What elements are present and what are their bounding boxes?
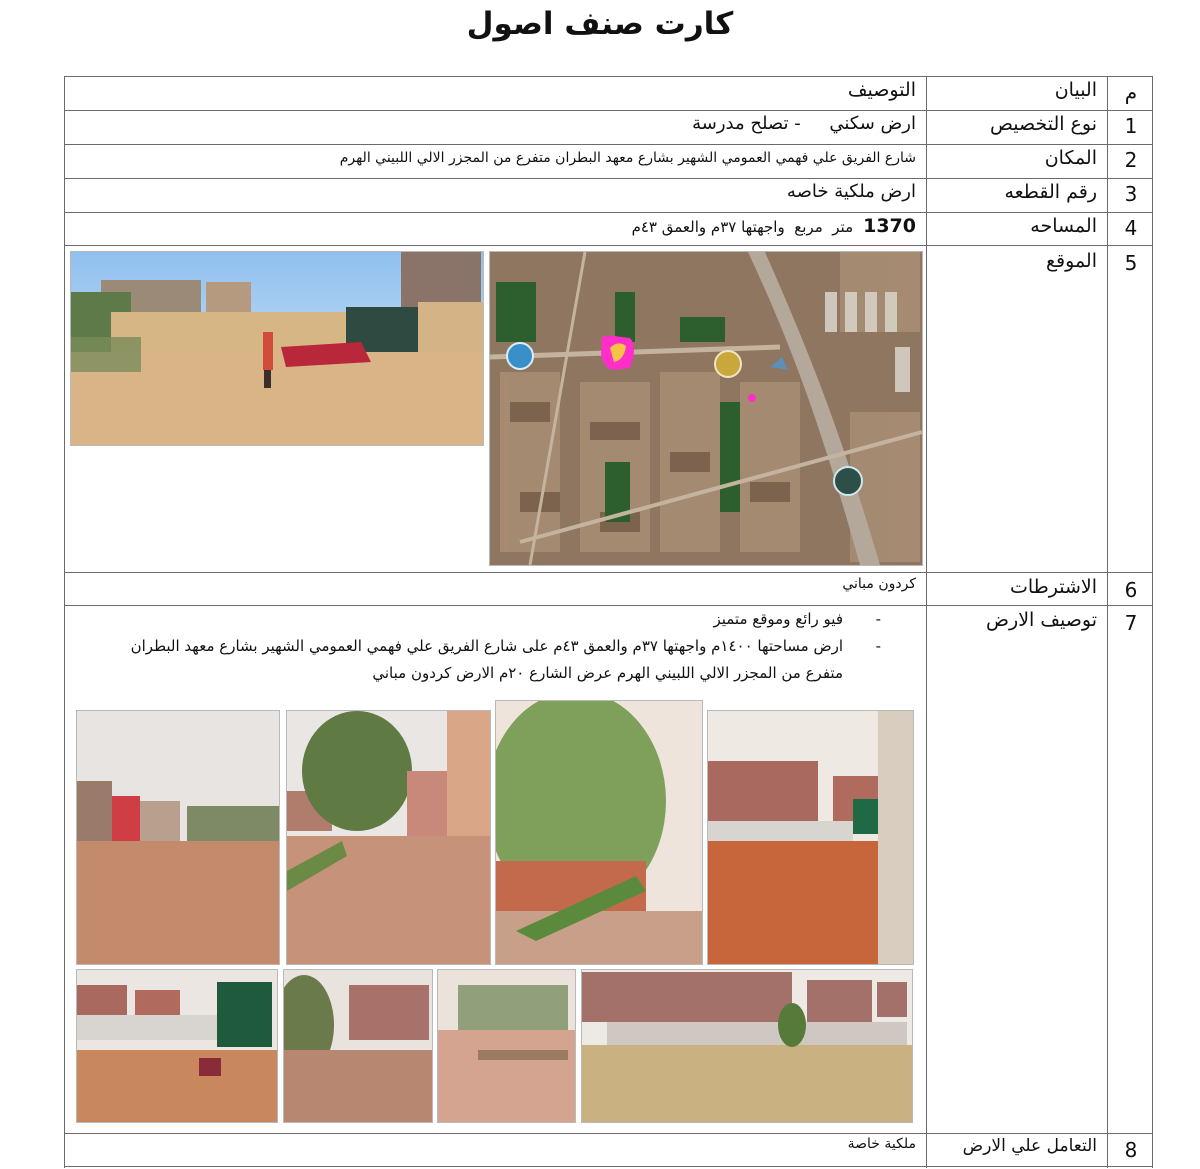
document-title: كارت صنف اصول xyxy=(466,6,734,42)
row-label: المساحه xyxy=(1030,215,1097,237)
gallery-image xyxy=(77,711,279,964)
bullet-text: متفرع من المجزر الالي اللبيني الهرم عرض الشارع ٢٠م الارض كردون مباني xyxy=(372,664,843,682)
row-label: الموقع xyxy=(1045,250,1097,272)
row-number: 5 xyxy=(1124,251,1138,275)
gallery-image xyxy=(287,711,490,964)
area-value xyxy=(632,215,916,237)
row-label: المكان xyxy=(1044,147,1097,169)
gallery-photo-3 xyxy=(495,700,703,965)
gallery-image xyxy=(708,711,913,964)
list-item xyxy=(131,606,881,633)
row-number: 4 xyxy=(1124,216,1138,240)
gallery-photo-4 xyxy=(707,710,914,965)
row-number: 2 xyxy=(1124,148,1138,172)
row-divider xyxy=(64,144,1153,145)
row-value: ارض سكني - تصلح مدرسة xyxy=(692,113,916,134)
row-divider xyxy=(64,110,1153,111)
row-divider xyxy=(64,178,1153,179)
column-divider xyxy=(1107,76,1108,1168)
row-label: التعامل علي الارض xyxy=(962,1136,1097,1156)
row-number: 3 xyxy=(1124,182,1138,206)
row-divider xyxy=(64,1133,1153,1134)
table-border xyxy=(64,76,65,1168)
table-border xyxy=(64,1166,1153,1167)
gallery-image xyxy=(438,970,575,1122)
bullet-text: فيو رائع وموقع متميز xyxy=(713,610,843,628)
gallery-photo-1 xyxy=(76,710,280,965)
gallery-photo-2 xyxy=(286,710,491,965)
row-value: ارض ملكية خاصه xyxy=(786,181,916,202)
row-divider xyxy=(64,572,1153,573)
row-divider xyxy=(64,245,1153,246)
gallery-photo-6 xyxy=(283,969,433,1123)
row-number: 8 xyxy=(1124,1138,1138,1162)
gallery-photo-8 xyxy=(581,969,913,1123)
gallery-image xyxy=(284,970,432,1122)
column-divider xyxy=(926,76,927,1168)
row-label: نوع التخصيص xyxy=(989,113,1097,135)
list-item-continuation xyxy=(131,660,881,687)
row-number: 1 xyxy=(1124,114,1138,138)
asset-card-table xyxy=(64,76,1153,1168)
land-description-list xyxy=(131,606,881,687)
bullet-marker: - xyxy=(875,637,881,655)
satellite-map-image xyxy=(490,252,922,565)
row-label: الاشترطات xyxy=(1009,576,1097,598)
row-label: رقم القطعه xyxy=(1004,181,1097,203)
header-item: البيان xyxy=(1054,79,1097,101)
gallery-photo-7 xyxy=(437,969,576,1123)
row-value: كردون مباني xyxy=(842,576,916,592)
gallery-image xyxy=(77,970,277,1122)
row-value: شارع الفريق علي فهمي العمومي الشهير بشارع معهد البطران متفرع من المجزر الالي اللبيني الهرم xyxy=(339,150,916,166)
list-item xyxy=(131,633,881,660)
site-photo-car-wall xyxy=(70,251,484,446)
row-number: 6 xyxy=(1124,578,1138,602)
header-description: التوصيف xyxy=(847,79,916,101)
area-details: متر مربع واجهتها ٣٧م والعمق ٤٣م xyxy=(631,218,854,236)
row-divider xyxy=(64,212,1153,213)
satellite-map[interactable] xyxy=(489,251,923,566)
row-number: 7 xyxy=(1124,611,1138,635)
row-value: ملكية خاصة xyxy=(847,1136,916,1152)
table-border xyxy=(64,76,1153,77)
header-number: م xyxy=(1124,80,1138,104)
bullet-marker: - xyxy=(875,610,881,628)
gallery-image xyxy=(582,970,912,1122)
area-number: 1370 xyxy=(863,215,916,237)
site-photo-image xyxy=(71,252,483,445)
gallery-image xyxy=(496,701,702,964)
bullet-text: ارض مساحتها ١٤٠٠م واجهتها ٣٧م والعمق ٤٣م على شارع الفريق علي فهمي العمومي الشهير بشارع معهد البطران xyxy=(130,637,843,655)
row-label: توصيف الارض xyxy=(986,609,1097,631)
gallery-photo-5 xyxy=(76,969,278,1123)
